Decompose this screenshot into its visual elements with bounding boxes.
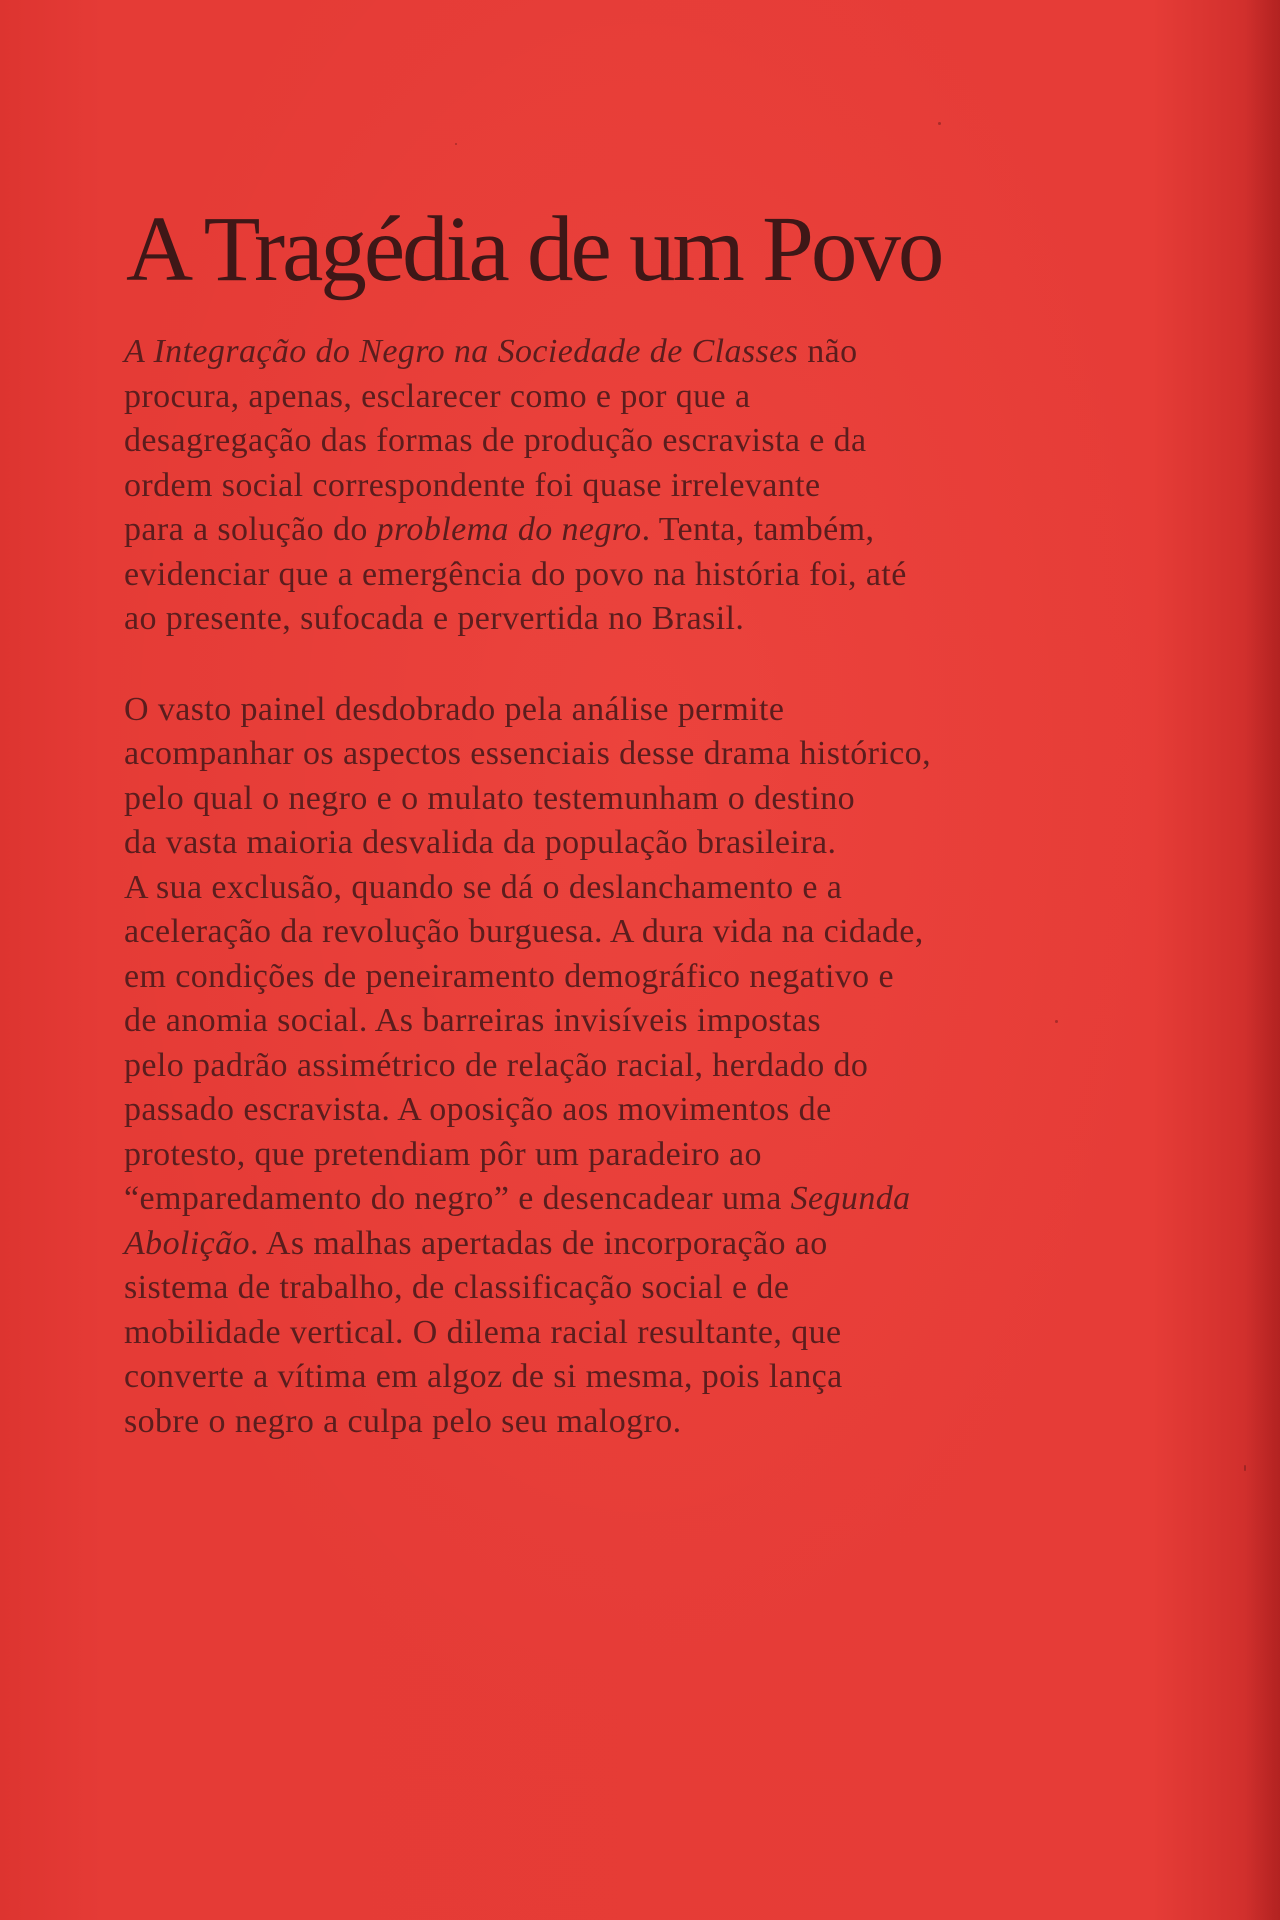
text-run: . As malhas apertadas de incorporação ao <box>249 1224 828 1262</box>
blurb-line: de anomia social. As barreiras invisíveis impostas <box>124 1002 822 1039</box>
blurb-line: aceleração da revolução burguesa. A dura vida na cidade, <box>124 913 924 950</box>
text-run: “emparedamento do negro” e desencadear uma <box>124 1180 791 1217</box>
paper-speck <box>455 143 457 145</box>
blurb-line: ordem social correspondente foi quase irrelevante <box>124 466 821 504</box>
text-run: não <box>798 333 858 370</box>
text-run: . Tenta, também, <box>641 511 875 548</box>
blurb-line: em condições de peneiramento demográfico negativo e <box>124 957 894 995</box>
blurb-line: O vasto painel desdobrado pela análise permite <box>124 690 785 728</box>
italic-phrase: Segunda <box>790 1180 911 1217</box>
cover-edge-shadow <box>1246 0 1280 1920</box>
blurb-line: pelo padrão assimétrico de relação racial, herdado do <box>124 1046 869 1084</box>
blurb-line: da vasta maioria desvalida da população brasileira. <box>124 824 837 861</box>
cover-title: A Tragédia de um Povo <box>126 198 942 301</box>
blurb-line: A sua exclusão, quando se dá o deslanchamento e a <box>124 868 843 906</box>
paper-speck <box>938 122 941 125</box>
blurb-line: sistema de trabalho, de classificação social e de <box>124 1269 790 1306</box>
blurb-line: desagregação das formas de produção escravista e da <box>124 422 867 459</box>
text-run: para a solução do <box>124 511 377 548</box>
italic-phrase: Abolição <box>124 1224 250 1262</box>
blurb-paragraph-2 <box>124 688 1204 1445</box>
blurb-line: evidenciar que a emergência do povo na história foi, até <box>124 555 907 593</box>
blurb-line: mobilidade vertical. O dilema racial resultante, que <box>124 1313 842 1351</box>
blurb-line: ao presente, sufocada e pervertida no Brasil. <box>124 600 745 637</box>
blurb-line <box>124 508 1204 553</box>
blurb-line: acompanhar os aspectos essenciais desse drama histórico, <box>124 735 931 772</box>
blurb-line: procura, apenas, esclarecer como e por que a <box>124 377 751 415</box>
paper-speck <box>1244 1465 1246 1471</box>
blurb <box>124 330 1204 1444</box>
blurb-line <box>124 330 1204 375</box>
blurb-line <box>124 1222 1204 1267</box>
italic-phrase: problema do negro <box>376 511 642 548</box>
blurb-line: sobre o negro a culpa pelo seu malogro. <box>124 1402 682 1440</box>
blurb-line: passado escravista. A oposição aos movimentos de <box>124 1091 832 1128</box>
book-title-italic: A Integração do Negro na Sociedade de Classes <box>124 333 799 370</box>
blurb-line <box>124 1177 1204 1222</box>
blurb-line: converte a vítima em algoz de si mesma, pois lança <box>124 1358 843 1395</box>
blurb-line: pelo qual o negro e o mulato testemunham o destino <box>124 779 856 817</box>
blurb-line: protesto, que pretendiam pôr um paradeiro ao <box>124 1135 762 1173</box>
blurb-paragraph-1 <box>124 330 1204 642</box>
